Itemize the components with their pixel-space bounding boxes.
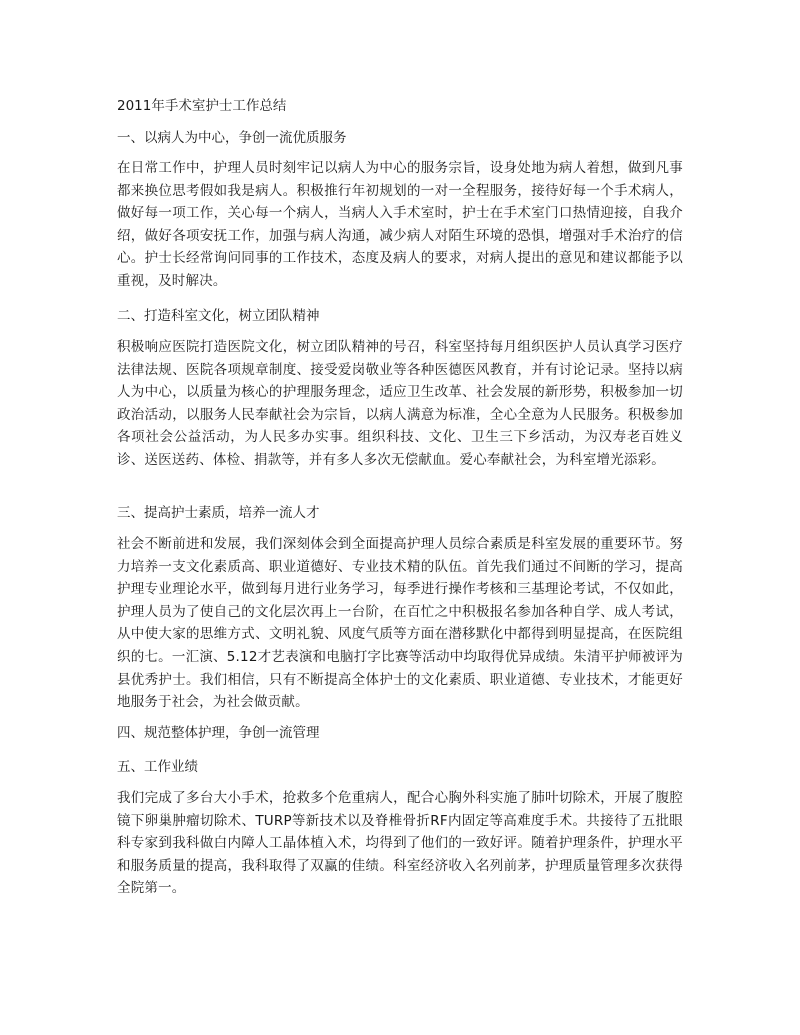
section-heading-3: 三、提高护士素质，培养一流人才 bbox=[117, 505, 320, 521]
section-heading-4: 四、规范整体护理，争创一流管理 bbox=[117, 725, 320, 741]
document-title: 2011年手术室护士工作总结 bbox=[117, 98, 287, 114]
section-heading-5: 五、工作业绩 bbox=[117, 759, 198, 775]
section-heading-1: 一、以病人为中心，争创一流优质服务 bbox=[117, 130, 347, 146]
section-body-1: 在日常工作中，护理人员时刻牢记以病人为中心的服务宗旨，设身处地为病人着想，做到凡事都来换位思考假如我是病人。积极推行年初规划的一对一全程服务，接待好每一个手术病人，做好每一项工作，关心每一个病人，当病人入手术室时，护士在手术室门口热情迎接，自我介绍，做好各项安抚工作，加强与病人沟通，减少病人对陌生环境的恐惧，增强对手术治疗的信心。护士长经常询问同事的工作技术，态度及病人的要求，对病人提出的意见和建议都能予以重视，及时解决。 bbox=[117, 160, 683, 289]
section-body-3: 社会不断前进和发展，我们深刻体会到全面提高护理人员综合素质是科室发展的重要环节。努力培养一支文化素质高、职业道德好、专业技术精的队伍。首先我们通过不间断的学习，提高护理专业理论水平，做到每月进行业务学习，每季进行操作考核和三基理论考试，不仅如此，护理人员为了使自己的文化层次再上一台阶，在百忙之中积极报名参加各种自学、成人考试，从中使大家的思维方式、文明礼貌、风度气质等方面在潜移默化中都得到明显提高，在医院组织的七。一汇演、5.12才艺表演和电脑打字比赛等活动中均取得优异成绩。朱清平护师被评为县优秀护士。我们相信，只有不断提高全体护士的文化素质、职业道德、专业技术，才能更好地服务于社会，为社会做贡献。 bbox=[117, 536, 683, 711]
section-body-2: 积极响应医院打造医院文化，树立团队精神的号召，科室坚持每月组织医护人员认真学习医疗法律法规、医院各项规章制度、接受爱岗敬业等各种医德医风教育，并有讨论记录。坚持以病人为中心，以质量为核心的护理服务理念，适应卫生改革、社会发展的新形势，积极参加一切政治活动，以服务人民奉献社会为宗旨，以病人满意为标准，全心全意为人民服务。积极参加各项社会公益活动，为人民多办实事。组织科技、文化、卫生三下乡活动，为汉寿老百姓义诊、送医送药、体检、捐款等，并有多人多次无偿献血。爱心奉献社会，为科室增光添彩。 bbox=[117, 339, 683, 468]
section-heading-2: 二、打造科室文化，树立团队精神 bbox=[117, 308, 320, 324]
section-body-5: 我们完成了多台大小手术，抢救多个危重病人，配合心胸外科实施了肺叶切除术，开展了腹腔镜下卵巢肿瘤切除术、TURP等新技术以及脊椎骨折RF内固定等高难度手术。共接待了五批眼科专家到我科做白内障人工晶体植入术，均得到了他们的一致好评。随着护理条件，护理水平和服务质量的提高，我科取得了双赢的佳绩。科室经济收入名列前茅，护理质量管理多次获得全院第一。 bbox=[117, 790, 683, 897]
